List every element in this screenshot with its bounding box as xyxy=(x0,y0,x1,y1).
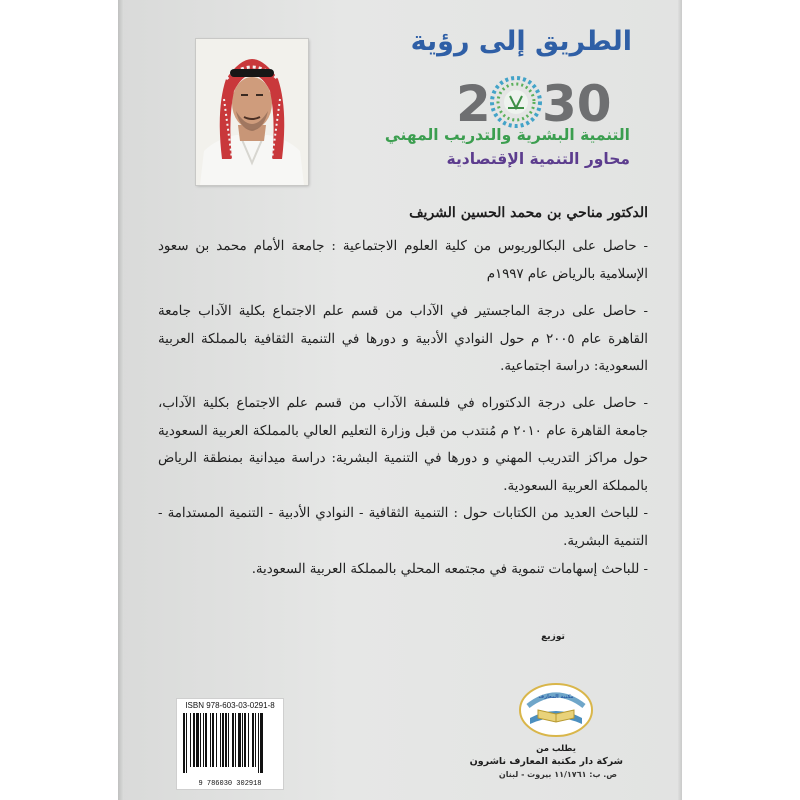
barcode-bar xyxy=(193,713,195,767)
barcode-bar xyxy=(205,713,207,767)
barcode-bar xyxy=(225,713,227,767)
author-photo xyxy=(196,39,308,185)
barcode-bar xyxy=(244,713,246,767)
barcode-bar xyxy=(238,713,241,767)
publisher-logo-icon xyxy=(516,680,596,740)
barcode-bar xyxy=(203,713,204,767)
barcode-bar xyxy=(216,713,217,767)
isbn-label: ISBN 978-603-03-0291-8 xyxy=(185,701,275,710)
barcode-bar xyxy=(235,713,236,767)
barcode-bar xyxy=(242,713,243,767)
logo-title: الطريق إلى رؤية xyxy=(410,26,632,57)
bio-paragraph-5: - للباحث إسهامات تنموية في مجتمعه المحلي بالمملكة العربية السعودية. xyxy=(251,562,648,577)
vision-2030-logo xyxy=(456,74,621,130)
barcode-bar xyxy=(255,713,256,767)
logo-subtitle-2: محاور التنمية الإقتصادية xyxy=(446,150,630,168)
barcode-bar xyxy=(228,713,229,767)
barcode-digits: 9 786030 302918 xyxy=(198,780,262,788)
publisher-name: شركة دار مكتبة المعارف ناشرون xyxy=(469,756,623,767)
barcode-bar xyxy=(212,713,214,767)
barcode-bar xyxy=(183,713,185,773)
logo-subtitle-1: التنمية البشرية والتدريب المهني xyxy=(384,126,630,144)
barcode-bar xyxy=(222,713,224,767)
distribution-label: توزيع xyxy=(541,632,565,642)
barcode-bar xyxy=(232,713,234,767)
barcode-block xyxy=(176,698,284,790)
barcode-bar xyxy=(200,713,201,767)
request-from-label: يطلب من xyxy=(536,744,576,754)
barcode-bar xyxy=(196,713,199,767)
barcode-bar xyxy=(252,713,254,767)
bio-paragraph-1: - حاصل على البكالوريوس من كلية العلوم الاجتماعية : جامعة الأمام محمد بن سعود الإسلامية بالرياض عام ١٩٩٧م xyxy=(158,239,648,282)
barcode-icon xyxy=(181,713,279,777)
bio-paragraph-2: - حاصل على درجة الماجستير في الآداب من قسم علم الاجتماع بكلية الآداب جامعة القاهرة عام ٢٠٠٥ م حول النوادي الأدبية و دورها في التنمية الثقافية بالمملكة العربية السعودية: دراسة اجتماعية. xyxy=(158,304,648,374)
svg-text:مكتبة المعارف: مكتبة المعارف xyxy=(538,694,574,700)
bio-paragraph-3: - حاصل على درجة الدكتوراه في فلسفة الآداب من قسم علم الاجتماع بكلية الآداب، جامعة القاهرة عام ٢٠١٠ م مُنتدب من قبل وزارة التعليم العالي بالمملكة العربية السعودية حول مراكز التدريب المهني و دورها في التنمية البشرية: دراسة ميدانية بمنطقة الرياض بالمملكة العربية السعودية. xyxy=(158,396,648,494)
barcode-bar xyxy=(260,713,263,773)
bio-paragraph-4: - للباحث العديد من الكتابات حول : التنمية الثقافية - النوادي الأدبية - التنمية المستدامة - التنمية البشرية. xyxy=(158,506,648,549)
publisher-address: ص. ب: ١١/١٧٦١ بيروت - لبنان xyxy=(498,770,618,779)
barcode-bar xyxy=(190,713,191,767)
barcode-bar xyxy=(210,713,211,767)
barcode-bar xyxy=(186,713,187,773)
barcode-bar xyxy=(248,713,249,767)
barcode-bar xyxy=(258,713,259,773)
vision-emblem-icon xyxy=(492,78,540,126)
author-name: الدكتور مناحي بن محمد الحسين الشريف xyxy=(409,205,648,221)
year-digit-2: 2 xyxy=(456,75,491,130)
book-back-cover xyxy=(118,0,682,800)
barcode-bar xyxy=(220,713,221,767)
year-digits-30: 30 xyxy=(542,75,612,130)
